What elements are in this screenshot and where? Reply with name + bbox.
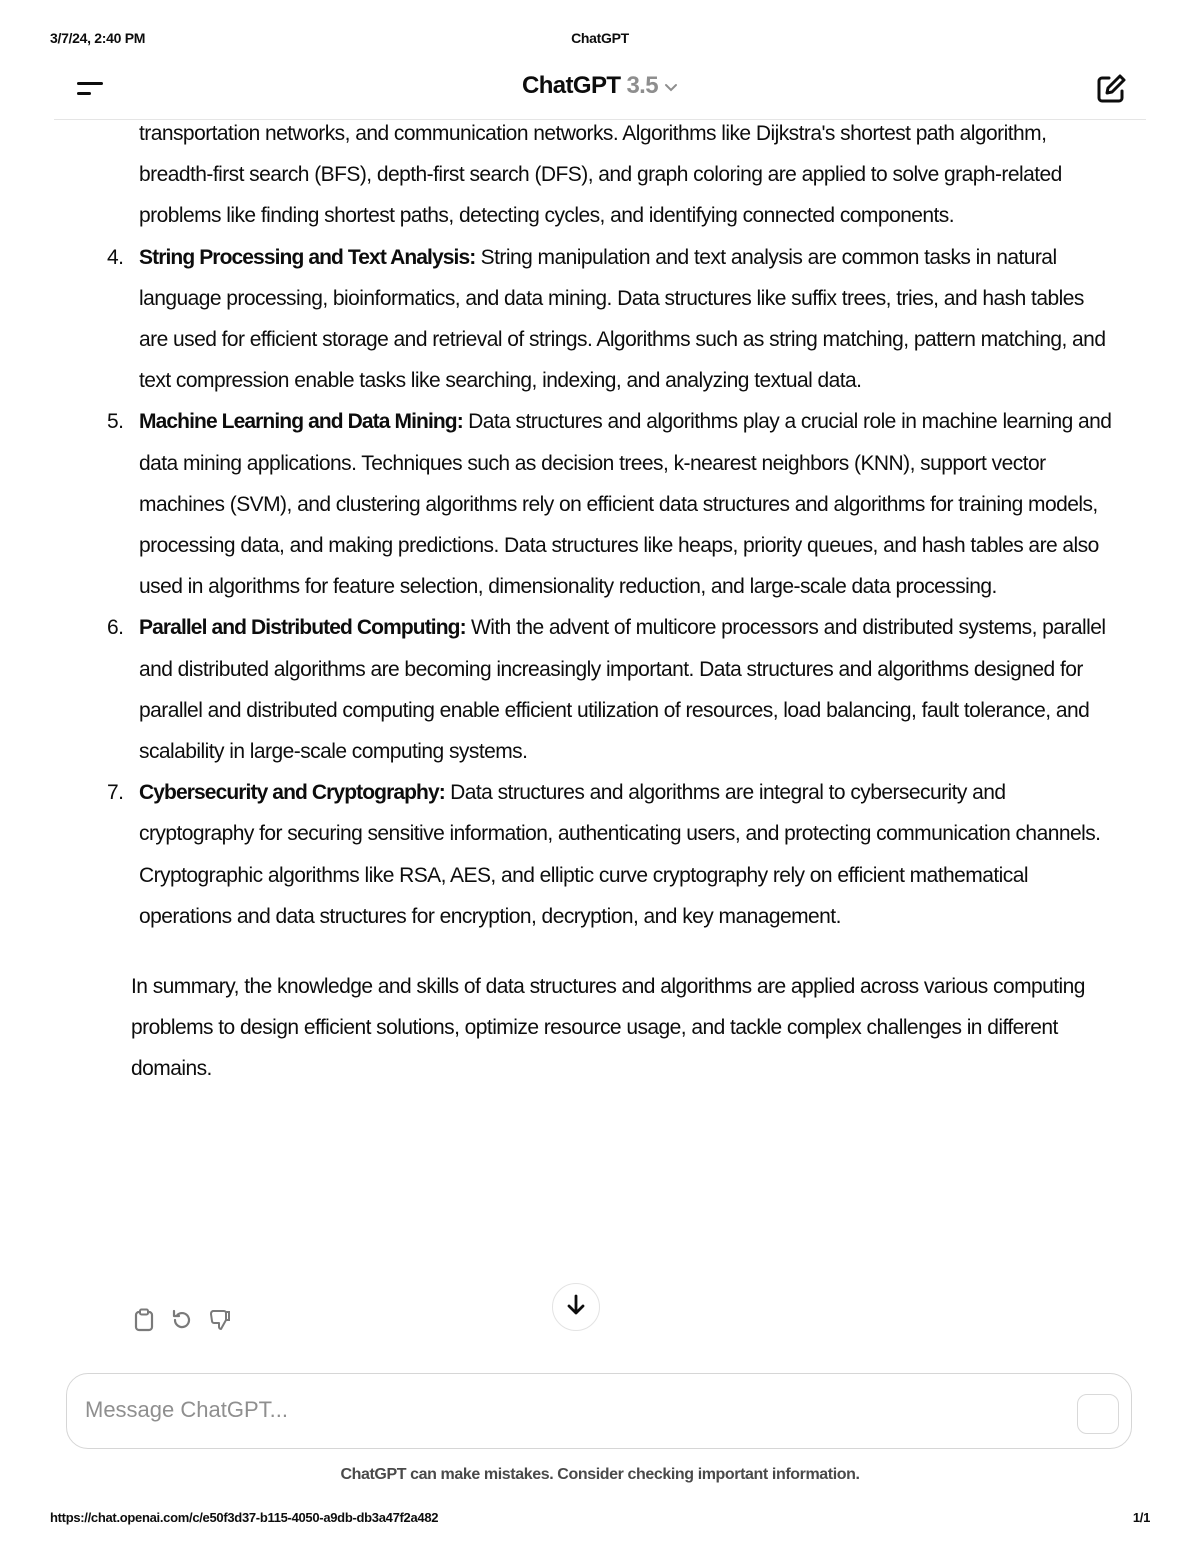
print-url: https://chat.openai.com/c/e50f3d37-b115-4050-a9db-db3a47f2a482 [50,1510,439,1525]
scroll-down-button[interactable] [552,1283,600,1331]
send-button[interactable] [1077,1394,1119,1434]
app-title: ChatGPT [521,72,621,99]
list-number: 7. [107,781,124,805]
list-item [0,607,1114,772]
new-chat-icon[interactable] [1094,72,1128,106]
message-input[interactable] [85,1395,1045,1425]
disclaimer: ChatGPT can make mistakes. Consider checking important information. [340,1466,860,1483]
summary-paragraph: In summary, the knowledge and skills of data structures and algorithms are applied across various computing problems to design efficient solutions, optimize resource usage, and tackle complex challenges in different domains. [131,975,1085,1081]
assistant-message [0,113,1200,1090]
list-item-title: Parallel and Distributed Computing: [139,616,466,640]
list-item-text: Data structures and algorithms play a crucial role in machine learning and data mining applications. Techniques such as decision trees, k-nearest neighbors (KNN), support vector machines (SVM), and clustering algorithms rely on efficient data structures and algorithms for training models, processing data, and making predictions. Data structures like heaps, priority queues, and hash tables are also used in algorithms for feature selection, dimensionality reduction, and large-scale data processing. [139,410,1112,599]
list-item [0,401,1114,607]
list-item-title: Cybersecurity and Cryptography: [139,781,445,805]
top-bar [54,62,1146,120]
regenerate-icon[interactable] [169,1306,195,1334]
message-composer [66,1373,1132,1449]
message-actions [131,1306,233,1336]
numbered-list [0,237,1200,937]
list-item-text: Data structures and algorithms are integral to cybersecurity and cryptography for securing sensitive information, authenticating users, and protecting communication channels. Cryptographic algorithms like RSA, AES, and elliptic curve cryptography rely on efficient mathematical operations and data structures for encryption, decryption, and key management. [139,781,1101,928]
list-item-title: Machine Learning and Data Mining: [139,410,463,434]
print-datetime: 3/7/24, 2:40 PM [50,30,146,46]
print-doc-title: ChatGPT [571,30,629,46]
chevron-down-icon [664,72,678,100]
list-item-title: String Processing and Text Analysis: [139,245,476,269]
model-switcher-button[interactable] [522,72,678,100]
print-page-number: 1/1 [1132,1510,1150,1525]
print-footer [50,1510,1150,1528]
message-paragraph: transportation networks, and communication networks. Algorithms like Dijkstra's shortest path algorithm, breadth-first search (BFS), depth-first search (DFS), and graph coloring are applied to solve graph-related problems like finding shortest paths, detecting cycles, and identifying connected components. [139,122,1062,228]
list-item-text: String manipulation and text analysis are common tasks in natural language processing, bioinformatics, and data mining. Data structures like suffix trees, tries, and hash tables are used for efficient storage and retrieval of strings. Algorithms such as string matching, pattern matching, and text compression enable tasks like searching, indexing, and analyzing textual data. [139,245,1106,393]
thumbs-down-icon[interactable] [207,1306,233,1334]
list-item [0,237,1114,402]
print-header [50,30,1150,48]
list-number: 6. [107,616,124,640]
arrow-down-icon [565,1293,587,1322]
copy-icon[interactable] [131,1306,157,1334]
list-number: 5. [107,410,124,434]
model-switcher [54,72,1146,100]
list-item [0,772,1114,937]
list-number: 4. [107,245,124,269]
model-version: 3.5 [626,72,659,99]
list-item-text: With the advent of multicore processors and distributed systems, parallel and distributed algorithms are becoming increasingly important. Data structures and algorithms designed for parallel and distributed computing enable efficient utilization of resources, load balancing, fault tolerance, and scalability in large-scale computing systems. [139,616,1106,764]
